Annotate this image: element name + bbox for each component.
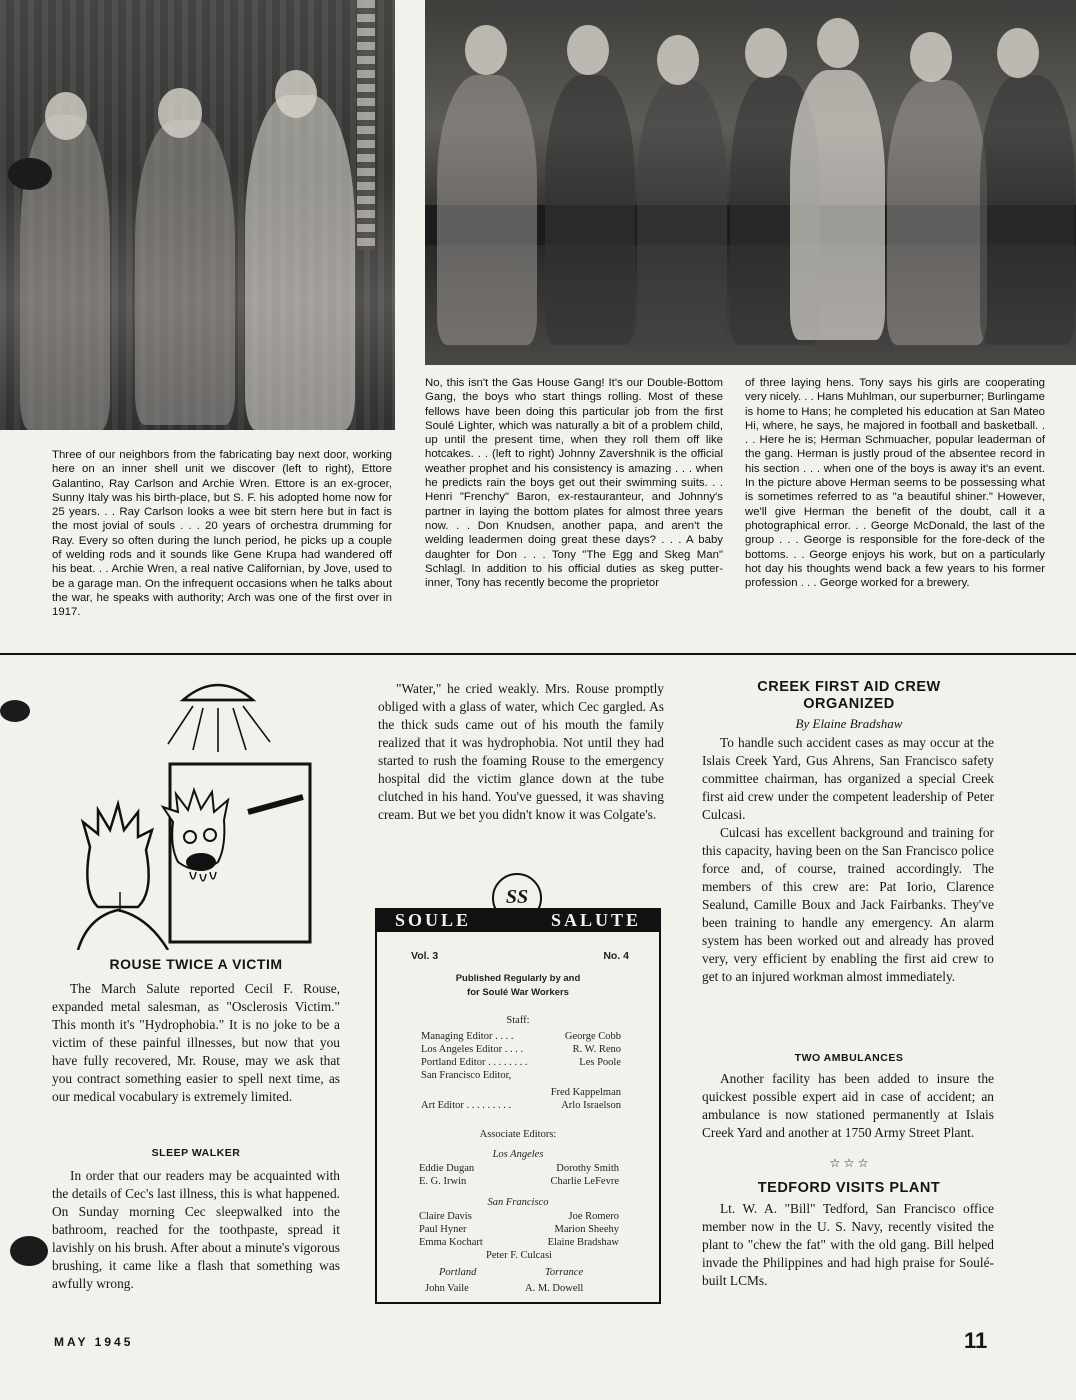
staff-row: Managing Editor . . . . George Cobb (421, 1031, 621, 1042)
page-number: 11 (964, 1328, 988, 1353)
staff-row: Portland Editor . . . . . . . . Les Poole (421, 1057, 621, 1068)
two-ambulances-subhead: TWO AMBULANCES (794, 1052, 904, 1064)
portland-heading: Portland (439, 1267, 477, 1278)
masthead-left-word: SOULE (395, 910, 472, 930)
masthead-right-word: SALUTE (550, 910, 641, 930)
los-angeles-editors (419, 1162, 619, 1188)
staff-list (421, 1030, 621, 1112)
binder-hole (8, 158, 52, 190)
staff-row: Fred Kappelman (550, 1087, 621, 1098)
sleep-walker-paragraph: In order that our readers may be acquainted with the details of Cec's last illness, this is what happened. On Sunday morning Cec sleepwalked into the bathroom, reached for the toothpaste, spread it lavishly on his brush. After about a minute's vigorous brushing, it came like a flash that something was awfully wrong. (52, 1168, 340, 1291)
editor-row: Emma Kochart Elaine Bradshaw (419, 1237, 619, 1248)
ambulances-paragraph: Another facility has been added to insure the quickest possible expert aid in case of accident; an ambulance is now stationed permanently at Islais Creek Yard and another at 1750 Army Street Plant. (702, 1071, 994, 1140)
masthead-title-bar (377, 910, 659, 932)
volume: Vol. 3 (411, 950, 439, 962)
photo-right-caption-part1: No, this isn't the Gas House Gang! It's our Double-Bottom Gang, the boys who start things rolling. Most of these fellows have been doing this particular job from the first Soulé Lighter, which was naturally a bit of a problem child, up until the present time, when they roll them off like hotcakes. . . (left to right) Johnny Zavershnik is the official weather prophet and his consistency is amazing . . . when he predicts rain the boys get out their swimming suits. . . Henri "Frenchy" Baron, ex-restauranteur, and Johnny's partner in laying the bottom plates for almost three years now. . . Don Knudsen, another papa, and aren't the welding leadermen doing great these days? . . . A baby daughter for Don . . . Tony "The Egg and Skeg Man" Schlagl. In addition to his official duties as skeg putter-inner, Tony has recently become the proprietor (425, 377, 723, 590)
portland-editor: John Vaile (425, 1283, 469, 1294)
rouse-title: ROUSE TWICE A VICTIM (109, 956, 283, 972)
torrance-editor: A. M. Dowell (525, 1283, 584, 1294)
binder-hole (0, 700, 30, 722)
editor-row: Claire Davis Joe Romero (419, 1211, 619, 1222)
torrance-heading: Torrance (545, 1267, 584, 1278)
cartoon-illustration (68, 672, 328, 950)
rouse-paragraph: The March Salute reported Cecil F. Rouse, expanded metal salesman, as "Osclerosis Victim." This month it's "Hydrophobia." It is no joke to be a victim of these painful illnesses, but now that you have fully recovered, Mr. Rouse, may we ask that you contract something easier to spell next time, as our medical vocabulary is extremely limited. (52, 981, 340, 1104)
editor-row: Eddie Dugan Dorothy Smith (419, 1163, 619, 1174)
sleep-walker-subhead: SLEEP WALKER (151, 1147, 241, 1159)
photo-fabricating-bay (0, 0, 395, 430)
issue-date: MAY 1945 (54, 1335, 134, 1349)
star-separator: ☆ ☆ ☆ (829, 1156, 869, 1170)
rouse-body (52, 980, 340, 1106)
for-workers-line: for Soulé War Workers (467, 987, 569, 998)
tedford-title: TEDFORD VISITS PLANT (757, 1180, 941, 1196)
creek-byline: By Elaine Bradshaw (795, 716, 903, 731)
editor-row: E. G. Irwin Charlie LeFevre (419, 1176, 619, 1187)
staff-row: Art Editor . . . . . . . . . Arlo Israelson (421, 1100, 621, 1111)
creek-title-line2: ORGANIZED (803, 696, 895, 712)
staff-label: Staff: (506, 1015, 530, 1026)
creek-body (702, 734, 994, 986)
issue-number: No. 4 (603, 950, 629, 962)
sleep-walker-body (52, 1167, 340, 1293)
masthead-box (375, 908, 661, 1304)
san-francisco-editors (419, 1210, 619, 1262)
tedford-paragraph: Lt. W. A. "Bill" Tedford, San Francisco office member now in the U. S. Navy, recently visited the plant to "chew the fat" with the old gang. Bill helped invade the Philippines and had high praise for Soulé-built LCMs. (702, 1201, 994, 1288)
photo-left-caption: Three of our neighbors from the fabricating bay next door, working here on an inner shell unit we discover (left to right), Ettore Galantino, Ray Carlson and Archie Wren. Ettore is an ex-grocer, Sunny Italy was his birth-place, but S. F. his adopted home now for 25 years. . . Ray Carlson looks a wee bit stern here but in fact is the most jovial of souls . . . 20 years of orchestra drumming for Ray. Every so often during the lunch period, he picks up a couple of welding rods and it sounds like Gene Krupa had wandered off his beat. . . Archie Wren, a real native Californian, by Jove, used to be a garage man. On the infrequent occasions when he talks about the war, he speaks with authority; Arch was one of the first over in 1917. (52, 449, 392, 619)
associate-editors-label: Associate Editors: (479, 1129, 557, 1140)
section-divider (0, 653, 1076, 655)
tedford-body (702, 1200, 994, 1290)
creek-paragraph: To handle such accident cases as may occur at the Islais Creek Yard, Gus Ahrens, San Francisco safety committee chairman, has organized a special Creek first aid crew under the competent leadership of Peter Culcasi. (702, 735, 994, 822)
staff-row: Los Angeles Editor . . . . R. W. Reno (421, 1044, 621, 1055)
staff-row: San Francisco Editor, (421, 1070, 512, 1081)
rouse-continued-paragraph: "Water," he cried weakly. Mrs. Rouse promptly obliged with a glass of water, which Cec gargled. As the thick suds came out of his mouth the family realized that it was hydrophobia. Not until they had started to rush the foaming Rouse to the emergency hospital did the victim glance down at the tube clutched in his hand. You've guessed, it was shaving cream. But we bet you didn't know it was Colgate's. (378, 681, 664, 822)
rouse-continued (378, 680, 664, 824)
published-line: Published Regularly by and (455, 973, 581, 984)
editor-row: Peter F. Culcasi (486, 1250, 552, 1261)
soule-logo: SS (492, 873, 542, 923)
ambulances-body (702, 1070, 994, 1142)
photo-double-bottom-gang (425, 0, 1076, 365)
san-francisco-heading: San Francisco (487, 1197, 549, 1208)
binder-hole (10, 1236, 48, 1266)
creek-title-line1: CREEK FIRST AID CREW (757, 679, 941, 695)
editor-row: Paul Hyner Marion Sheehy (419, 1224, 619, 1235)
creek-paragraph: Culcasi has excellent background and training for this capacity, having been on the San Francisco police force and, of course, trained accordingly. The members of this crew are: Pat Iorio, Clarence Sealund, Camille Boux and Jack Fairbanks. They've been training to handle any emergency. An alarm system has been worked out and already has proved very, very efficient by enabling the first aid crew to get to an injured workman almost immediately. (702, 825, 994, 984)
los-angeles-heading: Los Angeles (492, 1149, 544, 1160)
photo-right-caption-part2: of three laying hens. Tony says his girls are cooperating very nicely. . . Hans Muhlman, our superburner; Burlingame is home to Hans; he completed his education at San Mateo Hi, where, he says, he majored in football and basketball. . . . Here he is; Herman Schmuacher, popular leaderman of the gang. Herman is justly proud of the absentee record in his section . . . when one of the boys is away it's an event. In the picture above Herman seems to be possessing what is sometimes referred to as "a beautiful shiner." However, we'll give Herman the benefit of the doubt, call it a photographical error. . . George McDonald, the last of the group . . . George is responsible for the fore-deck of the bottoms. . . George enjoys his work, but on a particularly hot day his thoughts wend back a few years to his former profession . . . George worked for a brewery. (745, 377, 1045, 590)
